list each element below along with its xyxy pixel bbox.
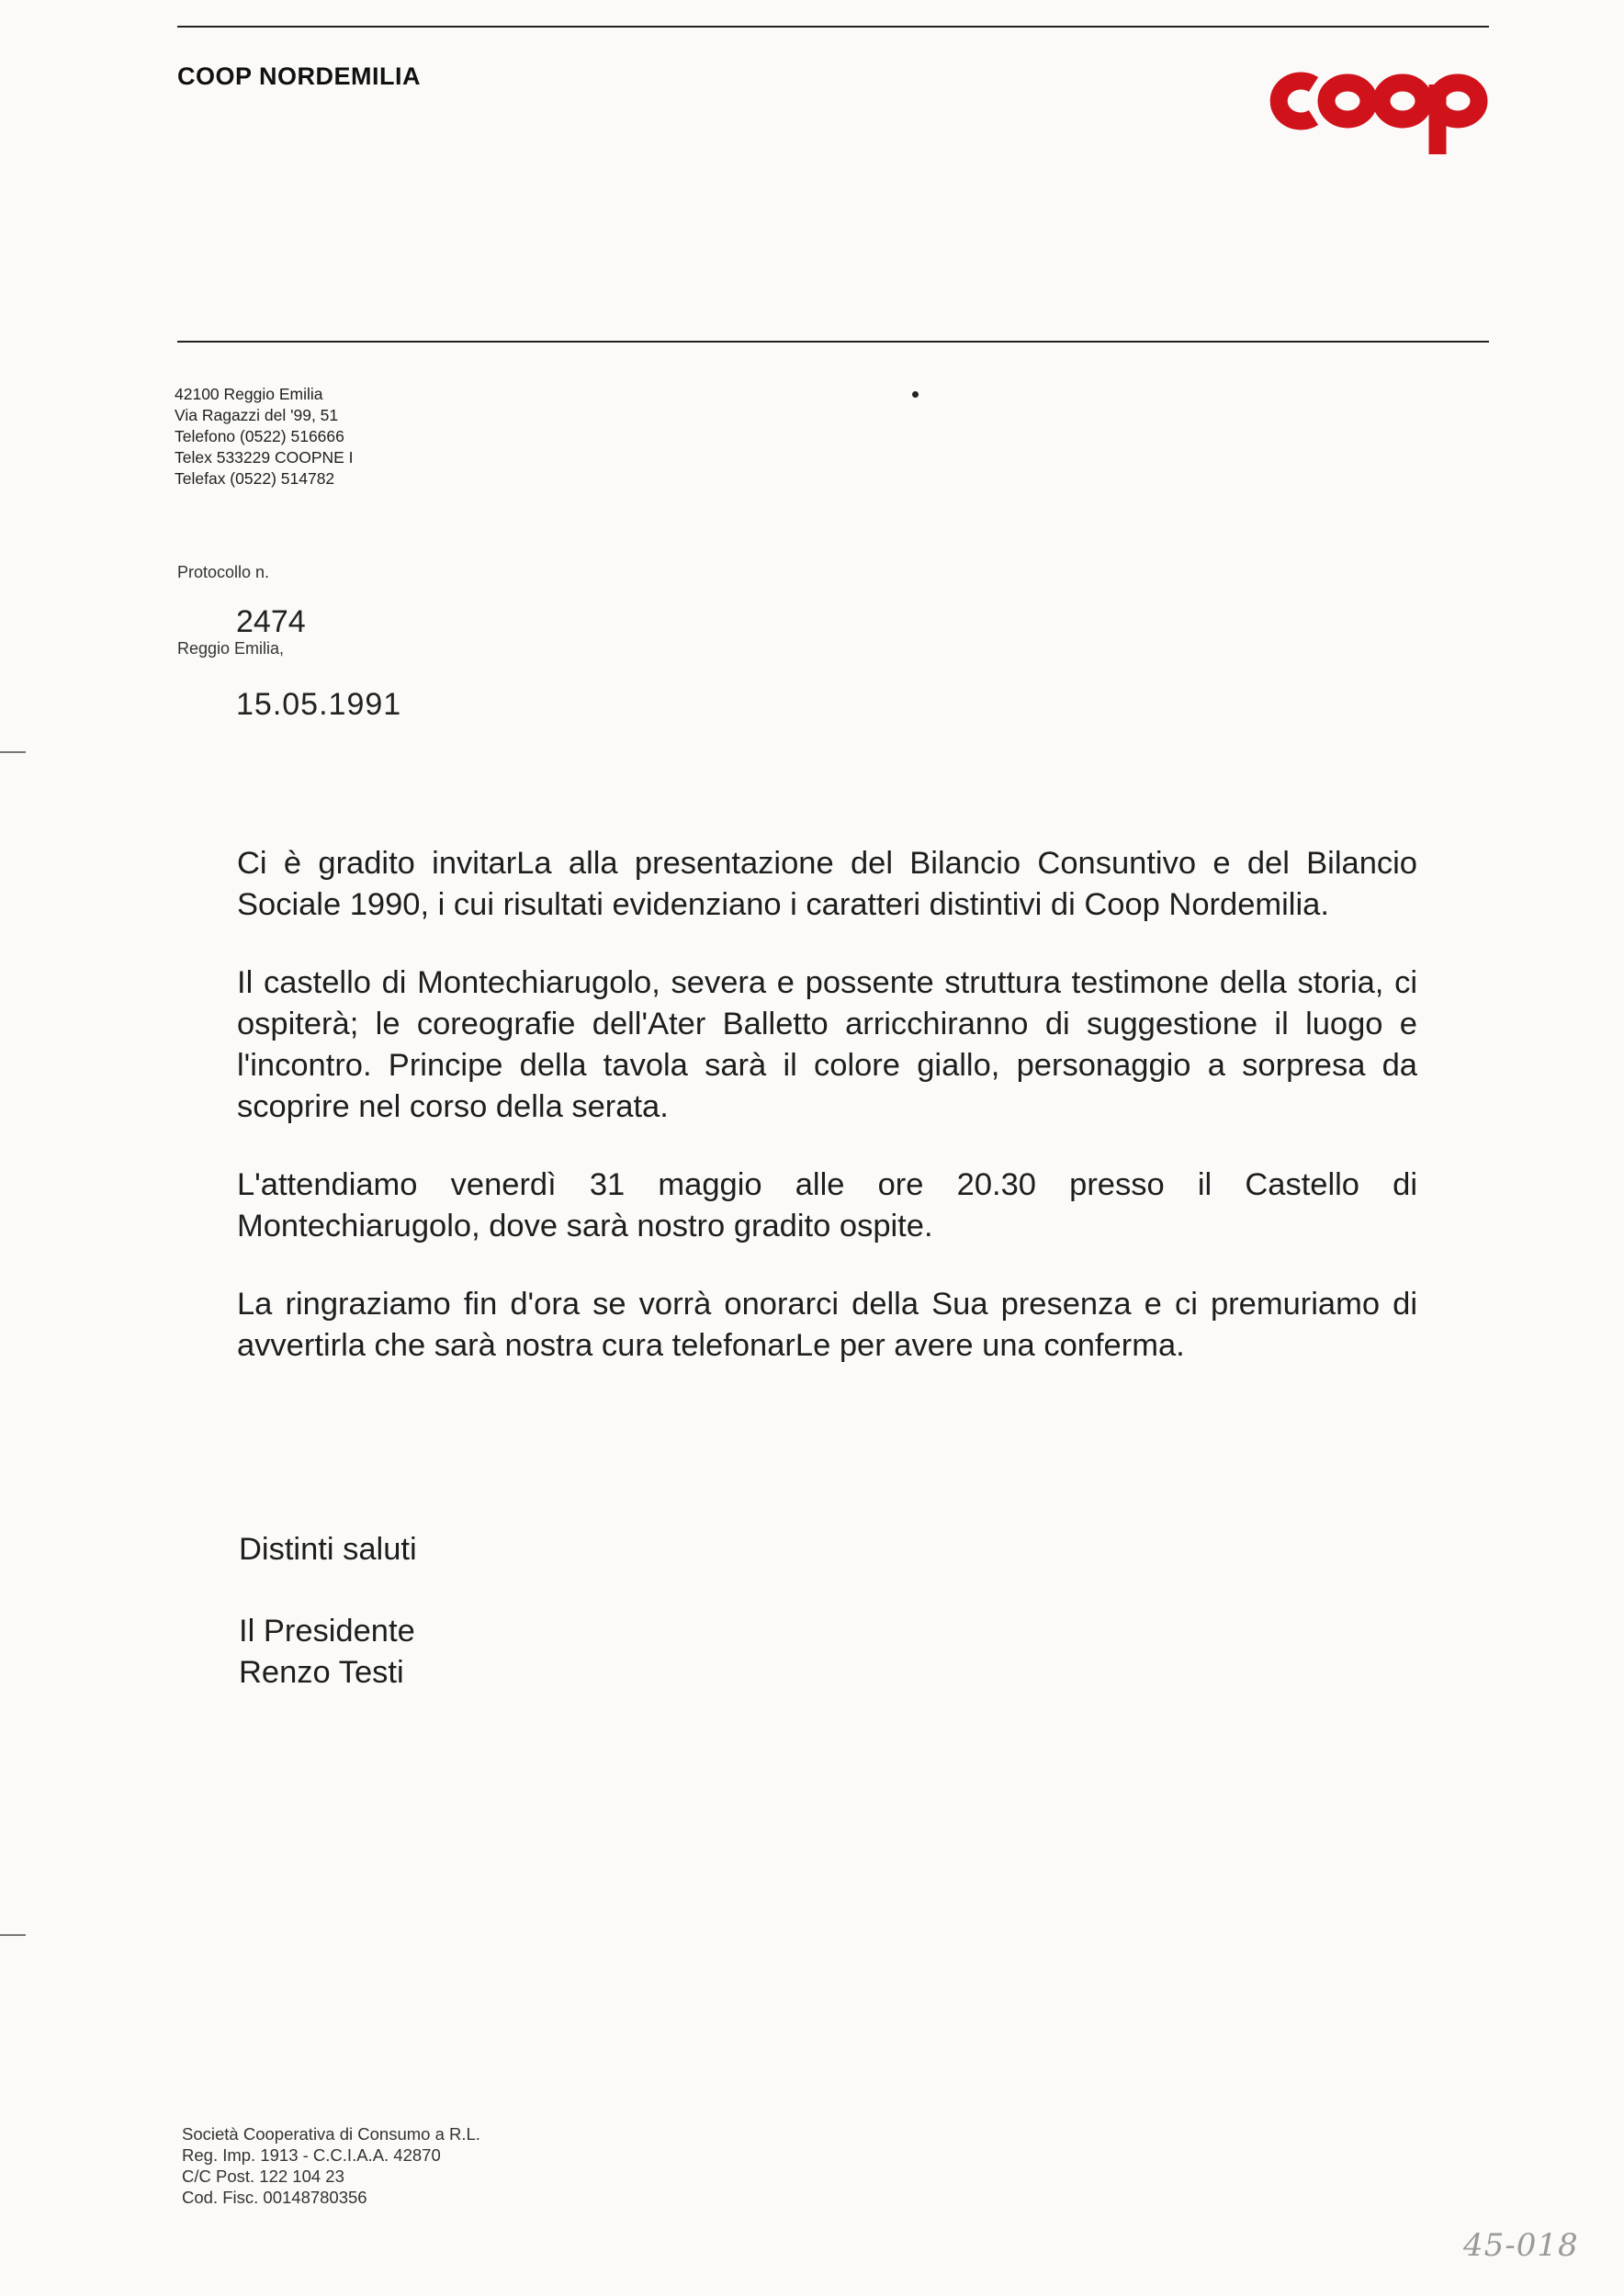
fold-mark [0, 1934, 26, 1936]
header-top-rule [177, 26, 1489, 28]
footer-line: Cod. Fisc. 00148780356 [182, 2188, 367, 2207]
protocol-label: Protocollo n. [177, 563, 270, 581]
body-paragraph: Ci è gradito invitarLa alla presentazione del Bilancio Consuntivo e del Bilancio Sociale 1990, i cui risultati evidenziano i caratteri distintivi di Coop Nordemilia. [237, 846, 1417, 922]
header-bottom-rule [177, 341, 1489, 343]
footer-line: C/C Post. 122 104 23 [182, 2167, 344, 2186]
fax-line: Telefax (0522) 514782 [175, 469, 335, 488]
body-paragraph: Il castello di Montechiarugolo, severa e possente struttura testimone della storia, ci ospiterà; le coreografie dell'Ater Balletto arricchiranno di suggestione il luogo e l'incontro. Principe della tavola sarà il colore giallo, personaggio a sorpresa da scoprire nel corso della serata. [237, 965, 1417, 1124]
letter-date: 15.05.1991 [236, 687, 402, 722]
footer-legal-info [182, 2123, 480, 2208]
fold-mark [0, 751, 26, 753]
address-line: 42100 Reggio Emilia [175, 385, 323, 403]
footer-line: Reg. Imp. 1913 - C.C.I.A.A. 42870 [182, 2145, 441, 2165]
signatory-name: Renzo Testi [239, 1655, 404, 1690]
phone-line: Telefono (0522) 516666 [175, 427, 344, 445]
coop-logo [1260, 57, 1495, 158]
company-name: COOP NORDEMILIA [177, 62, 422, 90]
closing-salutation: Distinti saluti [239, 1532, 417, 1567]
letter-body [237, 843, 1417, 1403]
telex-line: Telex 533229 COOPNE I [175, 448, 354, 467]
body-paragraph: L'attendiamo venerdì 31 maggio alle ore 20.30 presso il Castello di Montechiarugolo, dove sarà nostro gradito ospite. [237, 1167, 1417, 1244]
address-line: Via Ragazzi del '99, 51 [175, 406, 339, 424]
body-paragraph: La ringraziamo fin d'ora se vorrà onorarci della Sua presenza e ci premuriamo di avvertirla che sarà nostra cura telefonarLe per avere una conferma. [237, 1287, 1417, 1363]
protocol-number: 2474 [236, 604, 306, 639]
footer-line: Società Cooperativa di Consumo a R.L. [182, 2124, 480, 2144]
place-label: Reggio Emilia, [177, 639, 285, 658]
punch-dot [912, 391, 919, 398]
archive-code: 45-018 [1463, 2227, 1579, 2264]
signatory-title: Il Presidente [239, 1614, 415, 1649]
address-block [175, 384, 354, 490]
